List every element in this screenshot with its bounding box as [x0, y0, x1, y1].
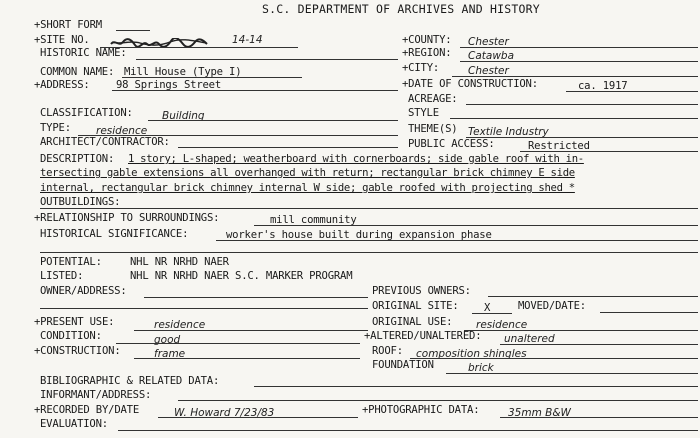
relationship-value: mill community [270, 214, 357, 226]
informant-label: INFORMANT/ADDRESS: [40, 389, 152, 401]
significance-line [216, 240, 698, 241]
present-use-value: residence [154, 319, 206, 331]
acreage-label: ACREAGE: [408, 93, 458, 105]
short-form-line [116, 30, 150, 31]
bibliographic-label: BIBLIOGRAPHIC & RELATED DATA: [40, 375, 220, 387]
architect-label: ARCHITECT/CONTRACTOR: [40, 136, 170, 148]
classification-label: CLASSIFICATION: [40, 107, 133, 119]
public-access-value: Restricted [528, 140, 590, 152]
site-no-label: +SITE NO. [34, 34, 90, 46]
original-site-value: X [484, 302, 491, 314]
roof-line [410, 358, 698, 359]
historic-name-line [136, 59, 398, 60]
type-label: TYPE: [40, 122, 71, 134]
potential-label: POTENTIAL: [40, 256, 102, 268]
potential-options: NHL NR NRHD NAER [130, 256, 229, 268]
description-line-1: 1 story; L-shaped; weatherboard with cornerboards; side gable roof with in- [128, 153, 584, 165]
moved-date-label: MOVED/DATE: [518, 300, 586, 312]
address-label: +ADDRESS: [34, 79, 90, 91]
description-label: DESCRIPTION: [40, 153, 115, 165]
city-value: Chester [468, 65, 509, 77]
city-label: +CITY: [402, 62, 440, 74]
listed-options: NHL NR NRHD NAER S.C. MARKER PROGRAM [130, 270, 353, 282]
bibliographic-line [254, 386, 698, 387]
original-site-label: ORIGINAL SITE: [372, 300, 459, 312]
original-use-label: ORIGINAL USE: [372, 316, 453, 328]
evaluation-line [118, 430, 698, 431]
address-line [112, 90, 398, 91]
public-access-line [520, 151, 698, 152]
condition-value: good [154, 334, 181, 346]
public-access-label: PUBLIC ACCESS: [408, 138, 495, 150]
theme-line [466, 137, 698, 138]
present-use-label: +PRESENT USE: [34, 316, 115, 328]
present-use-line [134, 330, 368, 331]
style-line [450, 118, 698, 119]
site-no-value: 14-14 [232, 34, 263, 46]
original-site-line [472, 313, 512, 314]
listed-label: LISTED: [40, 270, 84, 282]
acreage-line [466, 104, 698, 105]
outbuildings-line [40, 208, 698, 209]
previous-owners-label: PREVIOUS OWNERS: [372, 285, 471, 297]
common-name-line [122, 77, 302, 78]
significance-extra-line [40, 252, 698, 253]
date-of-construction-value: ca. 1917 [578, 80, 628, 92]
informant-line [178, 400, 698, 401]
condition-label: CONDITION: [40, 330, 102, 342]
roof-label: ROOF: [372, 345, 403, 357]
site-no-line [100, 47, 298, 48]
theme-value: Textile Industry [468, 126, 549, 138]
date-of-construction-line [566, 91, 698, 92]
style-label: STYLE [408, 107, 439, 119]
theme-label: THEME(S) [408, 123, 458, 135]
altered-value: unaltered [504, 333, 555, 345]
photographic-data-label: +PHOTOGRAPHIC DATA: [362, 404, 480, 416]
historic-name-label: HISTORIC NAME: [40, 47, 127, 59]
owner-extra-line [40, 308, 368, 309]
city-line [452, 76, 698, 77]
evaluation-label: EVALUATION: [40, 418, 108, 430]
county-label: +COUNTY: [402, 34, 452, 46]
architect-line [178, 147, 398, 148]
county-line [460, 47, 698, 48]
recorded-by-label: +RECORDED BY/DATE [34, 404, 140, 416]
description-line-3: internal, rectangular brick chimney internal W side; gable roofed with projecting shed * [40, 182, 575, 194]
date-of-construction-label: +DATE OF CONSTRUCTION: [402, 78, 538, 90]
county-value: Chester [468, 36, 509, 48]
owner-address-line [144, 297, 368, 298]
altered-line [500, 344, 698, 345]
type-value: residence [96, 125, 148, 137]
address-value: 98 Springs Street [116, 79, 222, 91]
owner-address-label: OWNER/ADDRESS: [40, 285, 127, 297]
recorded-by-value: W. Howard 7/23/83 [174, 407, 275, 419]
photographic-data-value: 35mm B&W [508, 407, 571, 419]
significance-label: HISTORICAL SIGNIFICANCE: [40, 228, 189, 240]
construction-value: frame [154, 348, 186, 360]
region-label: +REGION: [402, 47, 452, 59]
original-use-line [464, 330, 698, 331]
construction-line [134, 358, 360, 359]
recorded-by-line [158, 417, 358, 418]
classification-value: Building [162, 110, 205, 122]
foundation-label: FOUNDATION [372, 359, 434, 371]
foundation-line [446, 373, 698, 374]
significance-value: worker's house built during expansion phase [226, 229, 492, 241]
classification-line [148, 120, 398, 121]
region-value: Catawba [468, 50, 515, 62]
form-header: S.C. DEPARTMENT OF ARCHIVES AND HISTORY [262, 2, 540, 16]
altered-label: +ALTERED/UNALTERED: [364, 330, 482, 342]
photographic-data-line [500, 417, 698, 418]
roof-value: composition shingles [416, 348, 527, 360]
description-line-2: tersecting gable extensions all overhanged with return; rectangular brick chimney E side [40, 167, 575, 179]
outbuildings-label: OUTBUILDINGS: [40, 196, 121, 208]
construction-label: +CONSTRUCTION: [34, 345, 121, 357]
original-use-value: residence [476, 319, 528, 331]
foundation-value: brick [468, 362, 494, 374]
region-line [460, 61, 698, 62]
relationship-label: +RELATIONSHIP TO SURROUNDINGS: [34, 212, 220, 224]
common-name-label: COMMON NAME: [40, 66, 115, 78]
short-form-label: +SHORT FORM [34, 19, 102, 31]
moved-date-line [600, 312, 698, 313]
condition-line [116, 343, 360, 344]
relationship-line [254, 225, 698, 226]
common-name-value: Mill House (Type I) [124, 66, 242, 78]
previous-owners-line [488, 296, 698, 297]
